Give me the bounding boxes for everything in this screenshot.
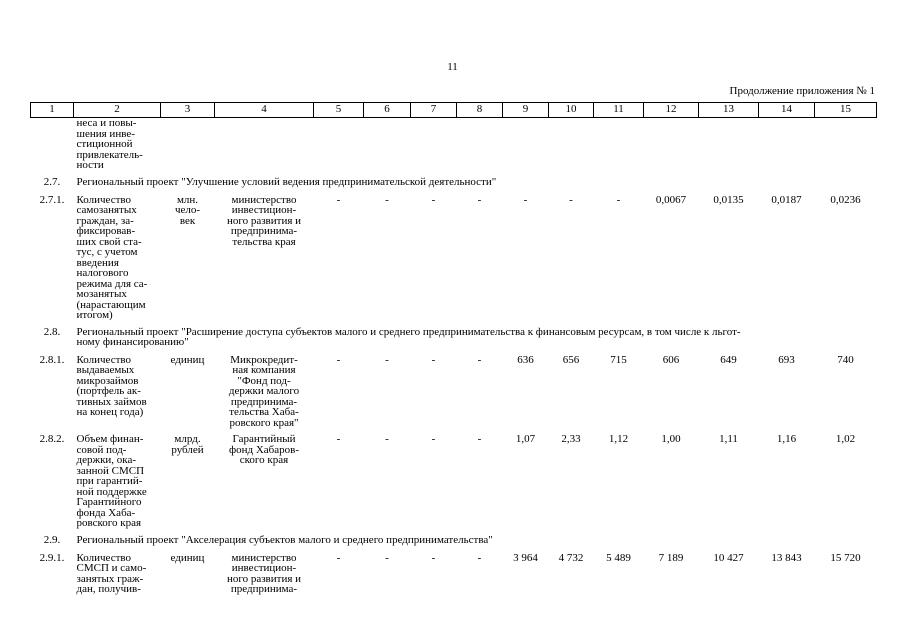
- header-cell: 4: [215, 103, 314, 118]
- section-title: Региональный проект "Акселерация субъектов малого и среднего предпринимательства": [76, 533, 493, 546]
- header-row: [31, 103, 877, 118]
- header-cell: 9: [503, 103, 549, 118]
- value-cell: 4 732: [558, 551, 584, 564]
- value-cell: 656: [562, 353, 580, 366]
- unit-cell: [161, 118, 215, 171]
- value-cell: [503, 118, 549, 171]
- indicator-name: Количество самозанятых граждан, за- фиксировав- ших свой ста- тус, с учетом введения налогового режима для са- мозанятых (нарастающим итогом): [76, 193, 148, 321]
- header-cell: 1: [31, 103, 74, 118]
- header-cell: 6: [364, 103, 411, 118]
- indicator-name: Объем финан- совой под- держки, ока- занной СМСП при гарантий- ной поддержке Гарантийного фонда Хаба- ровского края: [76, 433, 147, 529]
- section-title: Региональный проект "Улучшение условий ведения предпринимательской деятельности": [76, 175, 497, 188]
- table-row: [31, 118, 877, 171]
- value-cell: [457, 118, 503, 171]
- unit-cell: млрд. рублей: [171, 433, 204, 456]
- value-cell: 0,0236: [830, 193, 861, 206]
- header-cell: 11: [594, 103, 644, 118]
- value-cell: -: [336, 193, 341, 206]
- section-row: [31, 535, 877, 553]
- header-cell: 3: [161, 103, 215, 118]
- value-cell: 1,00: [661, 433, 681, 445]
- indicators-table: [30, 102, 877, 595]
- row-number: 2.8.2.: [39, 433, 65, 445]
- section-number: 2.8.: [43, 325, 61, 338]
- row-number: 2.9.1.: [39, 551, 65, 564]
- value-cell: [759, 118, 815, 171]
- section-row: [31, 177, 877, 195]
- value-cell: -: [477, 193, 482, 206]
- value-cell: [364, 118, 411, 171]
- value-cell: 7 189: [658, 551, 684, 564]
- value-cell: [549, 118, 594, 171]
- value-cell: -: [616, 193, 621, 206]
- value-cell: -: [523, 193, 528, 206]
- value-cell: -: [336, 551, 341, 564]
- value-cell: -: [385, 193, 389, 206]
- table-row: [31, 195, 877, 321]
- value-cell: -: [477, 353, 482, 366]
- value-cell: 636: [517, 353, 534, 366]
- section-row: [31, 327, 877, 355]
- responsible-cell: министерство инвестицион- ного развития и предпринима-: [226, 551, 302, 595]
- value-cell: 1,16: [776, 433, 797, 445]
- value-cell: -: [477, 433, 482, 445]
- continuation-label: Продолжение приложения № 1: [729, 85, 875, 97]
- value-cell: 649: [720, 353, 737, 366]
- value-cell: 10 427: [713, 551, 744, 564]
- table-row: [31, 553, 877, 595]
- section-number: 2.9.: [43, 533, 61, 546]
- value-cell: 0,0067: [655, 193, 687, 206]
- value-cell: [411, 118, 457, 171]
- value-cell: 693: [778, 353, 795, 366]
- value-cell: 1,12: [608, 433, 629, 445]
- value-cell: 1,11: [719, 433, 738, 445]
- value-cell: -: [431, 193, 436, 206]
- value-cell: -: [431, 433, 436, 445]
- table-row: [31, 355, 877, 429]
- value-cell: 1,02: [835, 433, 856, 445]
- value-cell: [699, 118, 759, 171]
- header-cell: 5: [314, 103, 364, 118]
- responsible-cell: [215, 118, 314, 171]
- value-cell: 13 843: [771, 551, 802, 564]
- value-cell: [815, 118, 877, 171]
- value-cell: -: [385, 551, 389, 564]
- value-cell: [644, 118, 699, 171]
- value-cell: 1,07: [515, 433, 536, 445]
- header-cell: 8: [457, 103, 503, 118]
- responsible-cell: Гарантийный фонд Хабаров- ского края: [228, 433, 300, 466]
- value-cell: 715: [610, 353, 627, 366]
- value-cell: 740: [837, 353, 854, 366]
- row-number: 2.8.1.: [39, 353, 65, 366]
- indicator-name: неса и повы- шения инве- стиционной привлекатель- ности: [76, 117, 143, 171]
- value-cell: 15 720: [830, 551, 861, 564]
- value-cell: [314, 118, 364, 171]
- page-number: 11: [447, 61, 458, 73]
- value-cell: -: [336, 353, 341, 366]
- header-cell: 15: [815, 103, 877, 118]
- unit-cell: единиц: [170, 551, 205, 564]
- indicator-name: Количество СМСП и само- занятых граж- дан, получив-: [76, 551, 147, 595]
- row-number: [31, 118, 74, 171]
- value-cell: 0,0135: [713, 193, 744, 206]
- value-cell: -: [385, 433, 389, 445]
- unit-cell: млн. чело- век: [174, 193, 201, 227]
- value-cell: 0,0187: [771, 193, 802, 206]
- value-cell: -: [569, 193, 573, 206]
- value-cell: 2,33: [561, 433, 581, 445]
- indicator-name: Количество выдаваемых микрозаймов (портфель ак- тивных займов на конец года): [76, 353, 147, 418]
- responsible-cell: министерство инвестицион- ного развития и предпринима- тельства края: [226, 193, 302, 248]
- value-cell: 606: [662, 353, 680, 366]
- header-cell: 7: [411, 103, 457, 118]
- row-number: 2.7.1.: [39, 193, 65, 206]
- value-cell: 5 489: [606, 551, 631, 564]
- value-cell: -: [431, 353, 436, 366]
- header-cell: 13: [699, 103, 759, 118]
- header-cell: 2: [74, 103, 161, 118]
- section-title: Региональный проект "Расширение доступа субъектов малого и среднего предпринимательства к финансовым ресурсам, в том числе к льгот- ному финансированию": [76, 325, 741, 348]
- value-cell: -: [336, 433, 341, 445]
- header-cell: 10: [549, 103, 594, 118]
- value-cell: -: [431, 551, 436, 564]
- header-cell: 12: [644, 103, 699, 118]
- section-number: 2.7.: [43, 175, 61, 188]
- unit-cell: единиц: [170, 353, 205, 366]
- value-cell: -: [385, 353, 389, 366]
- responsible-cell: Микрокредит- ная компания "Фонд под- держки малого предпринима- тельства Хаба- ровского края": [228, 353, 300, 429]
- value-cell: [594, 118, 644, 171]
- value-cell: 3 964: [513, 551, 538, 564]
- header-cell: 14: [759, 103, 815, 118]
- table-row: [31, 434, 877, 529]
- value-cell: -: [477, 551, 482, 564]
